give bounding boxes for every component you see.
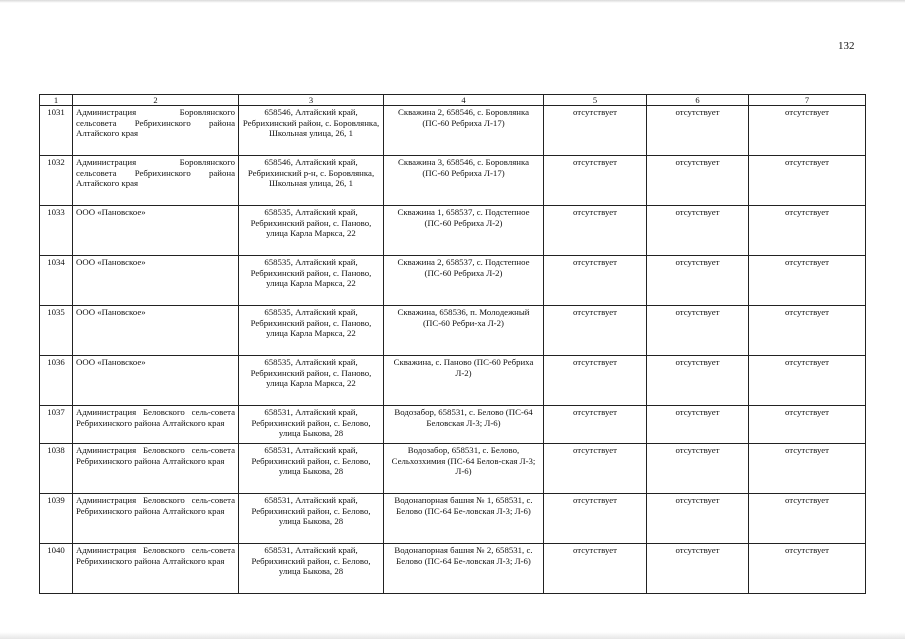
status-cell-7: отсутствует (749, 406, 866, 444)
owner-cell: Администрация Боровлянского сельсовета Ребрихинского района Алтайского края (73, 106, 239, 156)
status-cell-5: отсутствует (544, 206, 647, 256)
table-body (40, 106, 866, 594)
owner-cell: Администрация Беловского сель-совета Ребрихинского района Алтайского края (73, 494, 239, 544)
scan-bottom-edge (0, 632, 905, 639)
address-cell: 658531, Алтайский край, Ребрихинский район, с. Белово, улица Быкова, 28 (239, 494, 384, 544)
status-cell-7: отсутствует (749, 494, 866, 544)
registry-table (39, 94, 866, 594)
object-cell: Скважина 2, 658546, с. Боровлянка (ПС-60 Ребриха Л-17) (384, 106, 544, 156)
status-cell-6: отсутствует (647, 544, 749, 594)
table-row (40, 306, 866, 356)
owner-cell: Администрация Беловского сель-совета Ребрихинского района Алтайского края (73, 406, 239, 444)
status-cell-6: отсутствует (647, 356, 749, 406)
object-cell: Водозабор, 658531, с. Белово (ПС-64 Беловская Л-3; Л-6) (384, 406, 544, 444)
owner-cell: Администрация Боровлянского сельсовета Ребрихинского района Алтайского края (73, 156, 239, 206)
row-number: 1036 (40, 356, 73, 406)
table-row (40, 356, 866, 406)
status-cell-6: отсутствует (647, 494, 749, 544)
object-cell: Скважина 3, 658546, с. Боровлянка (ПС-60 Ребриха Л-17) (384, 156, 544, 206)
table-row (40, 444, 866, 494)
status-cell-6: отсутствует (647, 106, 749, 156)
header-col-3: 3 (239, 95, 384, 106)
owner-cell: ООО «Пановское» (73, 206, 239, 256)
row-number: 1038 (40, 444, 73, 494)
status-cell-7: отсутствует (749, 544, 866, 594)
address-cell: 658535, Алтайский край, Ребрихинский район, с. Паново, улица Карла Маркса, 22 (239, 356, 384, 406)
status-cell-7: отсутствует (749, 356, 866, 406)
object-cell: Водонапорная башня № 2, 658531, с. Белово (ПС-64 Бе-ловская Л-3; Л-6) (384, 544, 544, 594)
status-cell-6: отсутствует (647, 156, 749, 206)
status-cell-5: отсутствует (544, 306, 647, 356)
address-cell: 658531, Алтайский край, Ребрихинский район, с. Белово, улица Быкова, 28 (239, 544, 384, 594)
address-cell: 658546, Алтайский край, Ребрихинский р-н, с. Боровлянка, Школьная улица, 26, 1 (239, 156, 384, 206)
table-row (40, 206, 866, 256)
header-col-7: 7 (749, 95, 866, 106)
table-row (40, 256, 866, 306)
row-number: 1039 (40, 494, 73, 544)
status-cell-7: отсутствует (749, 444, 866, 494)
header-col-4: 4 (384, 95, 544, 106)
object-cell: Скважина 1, 658537, с. Подстепное (ПС-60 Ребриха Л-2) (384, 206, 544, 256)
row-number: 1040 (40, 544, 73, 594)
address-cell: 658535, Алтайский край, Ребрихинский район, с. Паново, улица Карла Маркса, 22 (239, 306, 384, 356)
status-cell-6: отсутствует (647, 444, 749, 494)
status-cell-5: отсутствует (544, 494, 647, 544)
status-cell-6: отсутствует (647, 256, 749, 306)
row-number: 1034 (40, 256, 73, 306)
status-cell-5: отсутствует (544, 356, 647, 406)
address-cell: 658531, Алтайский край, Ребрихинский район, с. Белово, улица Быкова, 28 (239, 444, 384, 494)
header-col-5: 5 (544, 95, 647, 106)
owner-cell: ООО «Пановское» (73, 356, 239, 406)
table-row (40, 544, 866, 594)
header-row (40, 95, 866, 106)
status-cell-5: отсутствует (544, 444, 647, 494)
status-cell-5: отсутствует (544, 544, 647, 594)
header-col-6: 6 (647, 95, 749, 106)
owner-cell: Администрация Беловского сель-совета Ребрихинского района Алтайского края (73, 444, 239, 494)
status-cell-7: отсутствует (749, 106, 866, 156)
address-cell: 658535, Алтайский край, Ребрихинский район, с. Паново, улица Карла Маркса, 22 (239, 256, 384, 306)
status-cell-5: отсутствует (544, 406, 647, 444)
owner-cell: ООО «Пановское» (73, 256, 239, 306)
owner-cell: Администрация Беловского сель-совета Ребрихинского района Алтайского края (73, 544, 239, 594)
status-cell-7: отсутствует (749, 306, 866, 356)
object-cell: Скважина, 658536, п. Молодежный (ПС-60 Ребри-ха Л-2) (384, 306, 544, 356)
page-number: 132 (838, 40, 855, 52)
address-cell: 658535, Алтайский край, Ребрихинский район, с. Паново, улица Карла Маркса, 22 (239, 206, 384, 256)
object-cell: Скважина 2, 658537, с. Подстепное (ПС-60 Ребриха Л-2) (384, 256, 544, 306)
status-cell-5: отсутствует (544, 256, 647, 306)
table-row (40, 156, 866, 206)
status-cell-5: отсутствует (544, 106, 647, 156)
table-header (40, 95, 866, 106)
row-number: 1033 (40, 206, 73, 256)
status-cell-7: отсутствует (749, 256, 866, 306)
status-cell-7: отсутствует (749, 156, 866, 206)
scan-top-edge (0, 0, 905, 3)
table-row (40, 406, 866, 444)
table-row (40, 494, 866, 544)
row-number: 1031 (40, 106, 73, 156)
status-cell-5: отсутствует (544, 156, 647, 206)
row-number: 1037 (40, 406, 73, 444)
table-row (40, 106, 866, 156)
status-cell-6: отсутствует (647, 206, 749, 256)
address-cell: 658531, Алтайский край, Ребрихинский район, с. Белово, улица Быкова, 28 (239, 406, 384, 444)
address-cell: 658546, Алтайский край, Ребрихинский район, с. Боровлянка, Школьная улица, 26, 1 (239, 106, 384, 156)
row-number: 1035 (40, 306, 73, 356)
status-cell-6: отсутствует (647, 406, 749, 444)
status-cell-7: отсутствует (749, 206, 866, 256)
header-col-2: 2 (73, 95, 239, 106)
object-cell: Водозабор, 658531, с. Белово, Сельхозхимия (ПС-64 Белов-ская Л-3; Л-6) (384, 444, 544, 494)
status-cell-6: отсутствует (647, 306, 749, 356)
object-cell: Водонапорная башня № 1, 658531, с. Белово (ПС-64 Бе-ловская Л-3; Л-6) (384, 494, 544, 544)
header-col-1: 1 (40, 95, 73, 106)
object-cell: Скважина, с. Паново (ПС-60 Ребриха Л-2) (384, 356, 544, 406)
owner-cell: ООО «Пановское» (73, 306, 239, 356)
row-number: 1032 (40, 156, 73, 206)
